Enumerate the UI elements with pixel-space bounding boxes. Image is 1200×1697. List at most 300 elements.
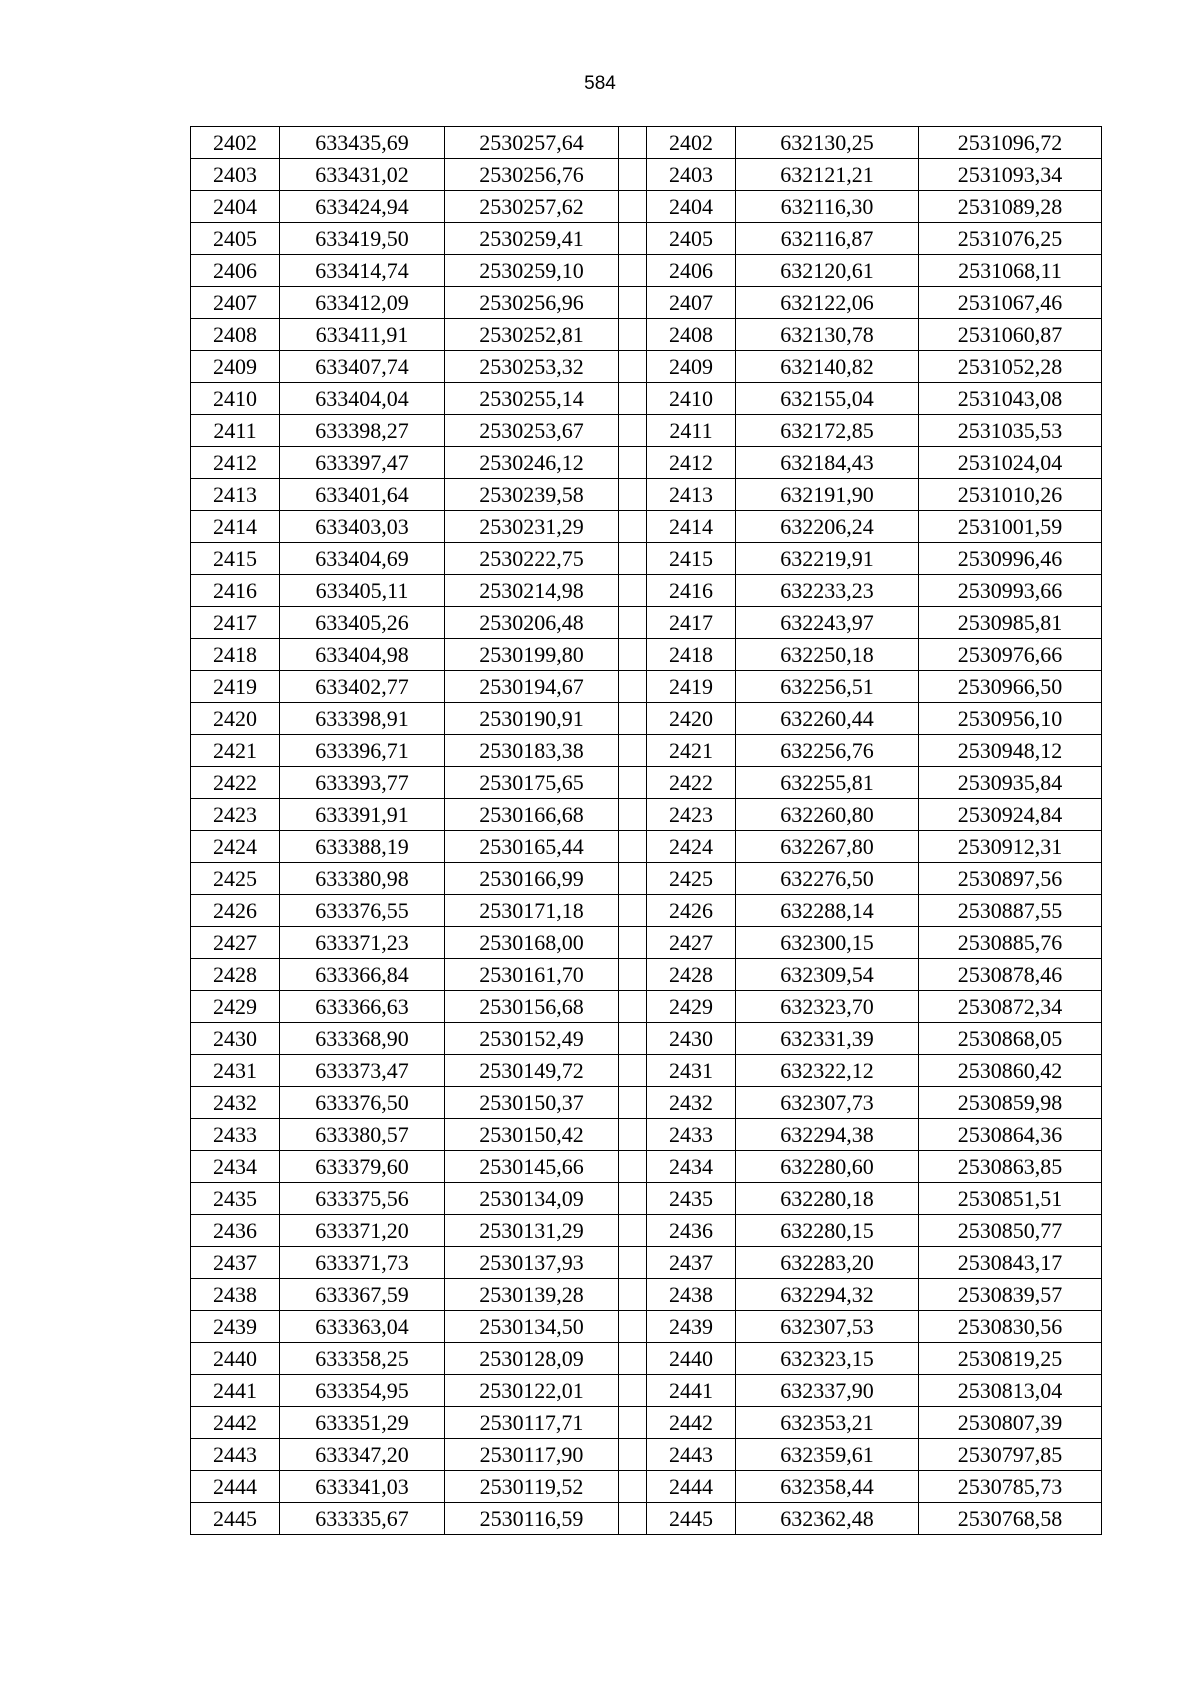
- spacer-cell: [619, 767, 647, 799]
- right-x-coordinate-cell: 632267,80: [736, 831, 919, 863]
- spacer-cell: [619, 255, 647, 287]
- left-point-number-cell: 2406: [191, 255, 280, 287]
- left-point-number-cell: 2440: [191, 1343, 280, 1375]
- right-x-coordinate-cell: 632331,39: [736, 1023, 919, 1055]
- left-x-coordinate-cell: 633388,19: [280, 831, 445, 863]
- right-y-coordinate-cell: 2530872,34: [919, 991, 1102, 1023]
- right-x-coordinate-cell: 632280,15: [736, 1215, 919, 1247]
- left-point-number-cell: 2423: [191, 799, 280, 831]
- table-row: [191, 1119, 1102, 1151]
- spacer-cell: [619, 383, 647, 415]
- left-y-coordinate-cell: 2530252,81: [445, 319, 619, 351]
- right-point-number-cell: 2436: [647, 1215, 736, 1247]
- table-row: [191, 607, 1102, 639]
- right-point-number-cell: 2426: [647, 895, 736, 927]
- left-x-coordinate-cell: 633401,64: [280, 479, 445, 511]
- right-x-coordinate-cell: 632353,21: [736, 1407, 919, 1439]
- left-y-coordinate-cell: 2530128,09: [445, 1343, 619, 1375]
- left-y-coordinate-cell: 2530256,96: [445, 287, 619, 319]
- right-point-number-cell: 2418: [647, 639, 736, 671]
- right-y-coordinate-cell: 2530948,12: [919, 735, 1102, 767]
- left-x-coordinate-cell: 633376,50: [280, 1087, 445, 1119]
- right-point-number-cell: 2429: [647, 991, 736, 1023]
- left-y-coordinate-cell: 2530137,93: [445, 1247, 619, 1279]
- spacer-cell: [619, 1119, 647, 1151]
- right-point-number-cell: 2422: [647, 767, 736, 799]
- right-point-number-cell: 2439: [647, 1311, 736, 1343]
- right-x-coordinate-cell: 632122,06: [736, 287, 919, 319]
- left-x-coordinate-cell: 633404,98: [280, 639, 445, 671]
- left-x-coordinate-cell: 633371,73: [280, 1247, 445, 1279]
- right-y-coordinate-cell: 2531043,08: [919, 383, 1102, 415]
- right-x-coordinate-cell: 632233,23: [736, 575, 919, 607]
- left-y-coordinate-cell: 2530257,64: [445, 127, 619, 159]
- spacer-cell: [619, 479, 647, 511]
- left-point-number-cell: 2445: [191, 1503, 280, 1535]
- spacer-cell: [619, 159, 647, 191]
- left-x-coordinate-cell: 633402,77: [280, 671, 445, 703]
- right-point-number-cell: 2402: [647, 127, 736, 159]
- left-y-coordinate-cell: 2530152,49: [445, 1023, 619, 1055]
- right-point-number-cell: 2441: [647, 1375, 736, 1407]
- right-y-coordinate-cell: 2530797,85: [919, 1439, 1102, 1471]
- left-x-coordinate-cell: 633380,57: [280, 1119, 445, 1151]
- left-y-coordinate-cell: 2530194,67: [445, 671, 619, 703]
- table-row: [191, 511, 1102, 543]
- table-row: [191, 159, 1102, 191]
- right-point-number-cell: 2432: [647, 1087, 736, 1119]
- right-x-coordinate-cell: 632130,78: [736, 319, 919, 351]
- right-point-number-cell: 2403: [647, 159, 736, 191]
- spacer-cell: [619, 1151, 647, 1183]
- table-row: [191, 1055, 1102, 1087]
- right-x-coordinate-cell: 632250,18: [736, 639, 919, 671]
- left-y-coordinate-cell: 2530239,58: [445, 479, 619, 511]
- left-point-number-cell: 2402: [191, 127, 280, 159]
- right-point-number-cell: 2424: [647, 831, 736, 863]
- left-point-number-cell: 2429: [191, 991, 280, 1023]
- right-point-number-cell: 2444: [647, 1471, 736, 1503]
- left-point-number-cell: 2412: [191, 447, 280, 479]
- table-row: [191, 1439, 1102, 1471]
- left-point-number-cell: 2438: [191, 1279, 280, 1311]
- left-y-coordinate-cell: 2530161,70: [445, 959, 619, 991]
- right-x-coordinate-cell: 632307,73: [736, 1087, 919, 1119]
- spacer-cell: [619, 1215, 647, 1247]
- right-x-coordinate-cell: 632255,81: [736, 767, 919, 799]
- left-y-coordinate-cell: 2530134,50: [445, 1311, 619, 1343]
- left-y-coordinate-cell: 2530246,12: [445, 447, 619, 479]
- left-x-coordinate-cell: 633419,50: [280, 223, 445, 255]
- spacer-cell: [619, 1439, 647, 1471]
- table-row: [191, 831, 1102, 863]
- table-row: [191, 479, 1102, 511]
- left-x-coordinate-cell: 633366,63: [280, 991, 445, 1023]
- right-x-coordinate-cell: 632300,15: [736, 927, 919, 959]
- left-x-coordinate-cell: 633396,71: [280, 735, 445, 767]
- left-x-coordinate-cell: 633403,03: [280, 511, 445, 543]
- right-x-coordinate-cell: 632280,60: [736, 1151, 919, 1183]
- spacer-cell: [619, 319, 647, 351]
- table-row: [191, 127, 1102, 159]
- right-y-coordinate-cell: 2531068,11: [919, 255, 1102, 287]
- left-x-coordinate-cell: 633366,84: [280, 959, 445, 991]
- left-point-number-cell: 2436: [191, 1215, 280, 1247]
- right-y-coordinate-cell: 2530864,36: [919, 1119, 1102, 1151]
- spacer-cell: [619, 1503, 647, 1535]
- right-x-coordinate-cell: 632323,70: [736, 991, 919, 1023]
- left-x-coordinate-cell: 633405,11: [280, 575, 445, 607]
- right-x-coordinate-cell: 632358,44: [736, 1471, 919, 1503]
- right-y-coordinate-cell: 2531067,46: [919, 287, 1102, 319]
- right-point-number-cell: 2414: [647, 511, 736, 543]
- spacer-cell: [619, 511, 647, 543]
- left-y-coordinate-cell: 2530145,66: [445, 1151, 619, 1183]
- table-row: [191, 1087, 1102, 1119]
- right-point-number-cell: 2430: [647, 1023, 736, 1055]
- right-point-number-cell: 2415: [647, 543, 736, 575]
- left-point-number-cell: 2417: [191, 607, 280, 639]
- right-y-coordinate-cell: 2530860,42: [919, 1055, 1102, 1087]
- left-y-coordinate-cell: 2530166,99: [445, 863, 619, 895]
- left-x-coordinate-cell: 633375,56: [280, 1183, 445, 1215]
- spacer-cell: [619, 735, 647, 767]
- table-row: [191, 575, 1102, 607]
- spacer-cell: [619, 703, 647, 735]
- left-x-coordinate-cell: 633411,91: [280, 319, 445, 351]
- table-row: [191, 1311, 1102, 1343]
- left-point-number-cell: 2421: [191, 735, 280, 767]
- left-point-number-cell: 2405: [191, 223, 280, 255]
- left-x-coordinate-cell: 633368,90: [280, 1023, 445, 1055]
- right-x-coordinate-cell: 632359,61: [736, 1439, 919, 1471]
- right-y-coordinate-cell: 2530897,56: [919, 863, 1102, 895]
- table-row: [191, 1183, 1102, 1215]
- right-point-number-cell: 2433: [647, 1119, 736, 1151]
- left-point-number-cell: 2430: [191, 1023, 280, 1055]
- spacer-cell: [619, 191, 647, 223]
- table-row: [191, 799, 1102, 831]
- spacer-cell: [619, 1087, 647, 1119]
- table-row: [191, 639, 1102, 671]
- left-x-coordinate-cell: 633435,69: [280, 127, 445, 159]
- left-x-coordinate-cell: 633351,29: [280, 1407, 445, 1439]
- spacer-cell: [619, 575, 647, 607]
- right-x-coordinate-cell: 632288,14: [736, 895, 919, 927]
- left-point-number-cell: 2435: [191, 1183, 280, 1215]
- left-x-coordinate-cell: 633404,04: [280, 383, 445, 415]
- left-x-coordinate-cell: 633380,98: [280, 863, 445, 895]
- spacer-cell: [619, 639, 647, 671]
- right-y-coordinate-cell: 2531096,72: [919, 127, 1102, 159]
- table-row: [191, 319, 1102, 351]
- table-body: [191, 127, 1102, 1535]
- left-point-number-cell: 2409: [191, 351, 280, 383]
- left-y-coordinate-cell: 2530257,62: [445, 191, 619, 223]
- left-y-coordinate-cell: 2530134,09: [445, 1183, 619, 1215]
- table-row: [191, 767, 1102, 799]
- left-x-coordinate-cell: 633414,74: [280, 255, 445, 287]
- table-row: [191, 447, 1102, 479]
- left-point-number-cell: 2422: [191, 767, 280, 799]
- table-row: [191, 895, 1102, 927]
- left-y-coordinate-cell: 2530171,18: [445, 895, 619, 927]
- left-y-coordinate-cell: 2530259,41: [445, 223, 619, 255]
- left-x-coordinate-cell: 633391,91: [280, 799, 445, 831]
- right-y-coordinate-cell: 2530885,76: [919, 927, 1102, 959]
- left-point-number-cell: 2413: [191, 479, 280, 511]
- right-x-coordinate-cell: 632130,25: [736, 127, 919, 159]
- right-point-number-cell: 2443: [647, 1439, 736, 1471]
- right-point-number-cell: 2416: [647, 575, 736, 607]
- left-y-coordinate-cell: 2530150,37: [445, 1087, 619, 1119]
- right-point-number-cell: 2445: [647, 1503, 736, 1535]
- left-y-coordinate-cell: 2530117,71: [445, 1407, 619, 1439]
- left-x-coordinate-cell: 633379,60: [280, 1151, 445, 1183]
- table-row: [191, 703, 1102, 735]
- left-y-coordinate-cell: 2530255,14: [445, 383, 619, 415]
- left-point-number-cell: 2404: [191, 191, 280, 223]
- right-x-coordinate-cell: 632307,53: [736, 1311, 919, 1343]
- right-point-number-cell: 2427: [647, 927, 736, 959]
- right-x-coordinate-cell: 632116,87: [736, 223, 919, 255]
- table-row: [191, 415, 1102, 447]
- left-point-number-cell: 2410: [191, 383, 280, 415]
- left-y-coordinate-cell: 2530156,68: [445, 991, 619, 1023]
- left-y-coordinate-cell: 2530116,59: [445, 1503, 619, 1535]
- left-x-coordinate-cell: 633373,47: [280, 1055, 445, 1087]
- table-row: [191, 863, 1102, 895]
- right-y-coordinate-cell: 2531089,28: [919, 191, 1102, 223]
- right-point-number-cell: 2411: [647, 415, 736, 447]
- right-x-coordinate-cell: 632322,12: [736, 1055, 919, 1087]
- left-y-coordinate-cell: 2530131,29: [445, 1215, 619, 1247]
- left-point-number-cell: 2443: [191, 1439, 280, 1471]
- left-y-coordinate-cell: 2530259,10: [445, 255, 619, 287]
- right-point-number-cell: 2410: [647, 383, 736, 415]
- spacer-cell: [619, 895, 647, 927]
- right-point-number-cell: 2431: [647, 1055, 736, 1087]
- right-y-coordinate-cell: 2531024,04: [919, 447, 1102, 479]
- spacer-cell: [619, 1407, 647, 1439]
- right-x-coordinate-cell: 632276,50: [736, 863, 919, 895]
- table-row: [191, 1279, 1102, 1311]
- right-x-coordinate-cell: 632121,21: [736, 159, 919, 191]
- table-row: [191, 351, 1102, 383]
- left-point-number-cell: 2407: [191, 287, 280, 319]
- right-point-number-cell: 2434: [647, 1151, 736, 1183]
- left-point-number-cell: 2427: [191, 927, 280, 959]
- left-point-number-cell: 2437: [191, 1247, 280, 1279]
- right-y-coordinate-cell: 2531010,26: [919, 479, 1102, 511]
- spacer-cell: [619, 1311, 647, 1343]
- right-point-number-cell: 2417: [647, 607, 736, 639]
- left-x-coordinate-cell: 633335,67: [280, 1503, 445, 1535]
- right-x-coordinate-cell: 632362,48: [736, 1503, 919, 1535]
- right-point-number-cell: 2406: [647, 255, 736, 287]
- left-x-coordinate-cell: 633397,47: [280, 447, 445, 479]
- left-point-number-cell: 2439: [191, 1311, 280, 1343]
- right-y-coordinate-cell: 2530996,46: [919, 543, 1102, 575]
- left-x-coordinate-cell: 633371,20: [280, 1215, 445, 1247]
- spacer-cell: [619, 351, 647, 383]
- right-x-coordinate-cell: 632294,32: [736, 1279, 919, 1311]
- left-y-coordinate-cell: 2530139,28: [445, 1279, 619, 1311]
- right-y-coordinate-cell: 2530935,84: [919, 767, 1102, 799]
- right-point-number-cell: 2428: [647, 959, 736, 991]
- table-row: [191, 223, 1102, 255]
- right-point-number-cell: 2437: [647, 1247, 736, 1279]
- spacer-cell: [619, 287, 647, 319]
- right-x-coordinate-cell: 632206,24: [736, 511, 919, 543]
- right-y-coordinate-cell: 2530887,55: [919, 895, 1102, 927]
- table-row: [191, 1503, 1102, 1535]
- left-x-coordinate-cell: 633393,77: [280, 767, 445, 799]
- right-x-coordinate-cell: 632256,51: [736, 671, 919, 703]
- right-y-coordinate-cell: 2530985,81: [919, 607, 1102, 639]
- right-y-coordinate-cell: 2530976,66: [919, 639, 1102, 671]
- left-y-coordinate-cell: 2530214,98: [445, 575, 619, 607]
- right-x-coordinate-cell: 632172,85: [736, 415, 919, 447]
- left-point-number-cell: 2441: [191, 1375, 280, 1407]
- left-point-number-cell: 2424: [191, 831, 280, 863]
- left-point-number-cell: 2428: [191, 959, 280, 991]
- left-point-number-cell: 2431: [191, 1055, 280, 1087]
- right-y-coordinate-cell: 2530768,58: [919, 1503, 1102, 1535]
- right-x-coordinate-cell: 632184,43: [736, 447, 919, 479]
- left-point-number-cell: 2418: [191, 639, 280, 671]
- table-row: [191, 1375, 1102, 1407]
- left-x-coordinate-cell: 633407,74: [280, 351, 445, 383]
- right-x-coordinate-cell: 632323,15: [736, 1343, 919, 1375]
- right-y-coordinate-cell: 2530868,05: [919, 1023, 1102, 1055]
- left-x-coordinate-cell: 633347,20: [280, 1439, 445, 1471]
- left-point-number-cell: 2425: [191, 863, 280, 895]
- right-y-coordinate-cell: 2530807,39: [919, 1407, 1102, 1439]
- left-point-number-cell: 2419: [191, 671, 280, 703]
- spacer-cell: [619, 607, 647, 639]
- spacer-cell: [619, 863, 647, 895]
- right-point-number-cell: 2409: [647, 351, 736, 383]
- right-y-coordinate-cell: 2531093,34: [919, 159, 1102, 191]
- right-x-coordinate-cell: 632294,38: [736, 1119, 919, 1151]
- table-row: [191, 543, 1102, 575]
- right-x-coordinate-cell: 632283,20: [736, 1247, 919, 1279]
- spacer-cell: [619, 831, 647, 863]
- right-y-coordinate-cell: 2530819,25: [919, 1343, 1102, 1375]
- table-row: [191, 255, 1102, 287]
- right-point-number-cell: 2438: [647, 1279, 736, 1311]
- right-point-number-cell: 2405: [647, 223, 736, 255]
- left-point-number-cell: 2426: [191, 895, 280, 927]
- left-point-number-cell: 2411: [191, 415, 280, 447]
- spacer-cell: [619, 543, 647, 575]
- table-row: [191, 1247, 1102, 1279]
- left-y-coordinate-cell: 2530175,65: [445, 767, 619, 799]
- spacer-cell: [619, 127, 647, 159]
- right-point-number-cell: 2408: [647, 319, 736, 351]
- right-x-coordinate-cell: 632155,04: [736, 383, 919, 415]
- right-y-coordinate-cell: 2530993,66: [919, 575, 1102, 607]
- right-y-coordinate-cell: 2530850,77: [919, 1215, 1102, 1247]
- left-x-coordinate-cell: 633341,03: [280, 1471, 445, 1503]
- right-y-coordinate-cell: 2530843,17: [919, 1247, 1102, 1279]
- left-x-coordinate-cell: 633398,27: [280, 415, 445, 447]
- table-row: [191, 383, 1102, 415]
- table-row: [191, 927, 1102, 959]
- right-y-coordinate-cell: 2530863,85: [919, 1151, 1102, 1183]
- right-point-number-cell: 2423: [647, 799, 736, 831]
- right-y-coordinate-cell: 2531001,59: [919, 511, 1102, 543]
- right-x-coordinate-cell: 632243,97: [736, 607, 919, 639]
- table-row: [191, 1215, 1102, 1247]
- right-x-coordinate-cell: 632280,18: [736, 1183, 919, 1215]
- right-x-coordinate-cell: 632260,80: [736, 799, 919, 831]
- right-x-coordinate-cell: 632256,76: [736, 735, 919, 767]
- left-x-coordinate-cell: 633363,04: [280, 1311, 445, 1343]
- left-y-coordinate-cell: 2530150,42: [445, 1119, 619, 1151]
- left-point-number-cell: 2433: [191, 1119, 280, 1151]
- table-row: [191, 1151, 1102, 1183]
- right-point-number-cell: 2412: [647, 447, 736, 479]
- right-point-number-cell: 2407: [647, 287, 736, 319]
- left-x-coordinate-cell: 633424,94: [280, 191, 445, 223]
- table-row: [191, 1023, 1102, 1055]
- left-x-coordinate-cell: 633398,91: [280, 703, 445, 735]
- right-y-coordinate-cell: 2531052,28: [919, 351, 1102, 383]
- right-y-coordinate-cell: 2530924,84: [919, 799, 1102, 831]
- left-y-coordinate-cell: 2530117,90: [445, 1439, 619, 1471]
- left-y-coordinate-cell: 2530119,52: [445, 1471, 619, 1503]
- spacer-cell: [619, 1375, 647, 1407]
- left-x-coordinate-cell: 633367,59: [280, 1279, 445, 1311]
- right-x-coordinate-cell: 632260,44: [736, 703, 919, 735]
- left-y-coordinate-cell: 2530256,76: [445, 159, 619, 191]
- spacer-cell: [619, 1055, 647, 1087]
- left-y-coordinate-cell: 2530206,48: [445, 607, 619, 639]
- right-point-number-cell: 2435: [647, 1183, 736, 1215]
- spacer-cell: [619, 799, 647, 831]
- left-y-coordinate-cell: 2530149,72: [445, 1055, 619, 1087]
- right-point-number-cell: 2404: [647, 191, 736, 223]
- right-y-coordinate-cell: 2531060,87: [919, 319, 1102, 351]
- left-x-coordinate-cell: 633358,25: [280, 1343, 445, 1375]
- right-point-number-cell: 2419: [647, 671, 736, 703]
- right-point-number-cell: 2425: [647, 863, 736, 895]
- right-y-coordinate-cell: 2530859,98: [919, 1087, 1102, 1119]
- right-point-number-cell: 2420: [647, 703, 736, 735]
- right-y-coordinate-cell: 2530785,73: [919, 1471, 1102, 1503]
- right-y-coordinate-cell: 2530813,04: [919, 1375, 1102, 1407]
- left-point-number-cell: 2416: [191, 575, 280, 607]
- right-x-coordinate-cell: 632140,82: [736, 351, 919, 383]
- spacer-cell: [619, 447, 647, 479]
- spacer-cell: [619, 671, 647, 703]
- left-y-coordinate-cell: 2530166,68: [445, 799, 619, 831]
- right-x-coordinate-cell: 632309,54: [736, 959, 919, 991]
- left-y-coordinate-cell: 2530199,80: [445, 639, 619, 671]
- right-y-coordinate-cell: 2530912,31: [919, 831, 1102, 863]
- table-row: [191, 1471, 1102, 1503]
- table-row: [191, 671, 1102, 703]
- right-y-coordinate-cell: 2530839,57: [919, 1279, 1102, 1311]
- right-point-number-cell: 2413: [647, 479, 736, 511]
- left-point-number-cell: 2434: [191, 1151, 280, 1183]
- spacer-cell: [619, 1183, 647, 1215]
- spacer-cell: [619, 223, 647, 255]
- left-y-coordinate-cell: 2530190,91: [445, 703, 619, 735]
- right-point-number-cell: 2421: [647, 735, 736, 767]
